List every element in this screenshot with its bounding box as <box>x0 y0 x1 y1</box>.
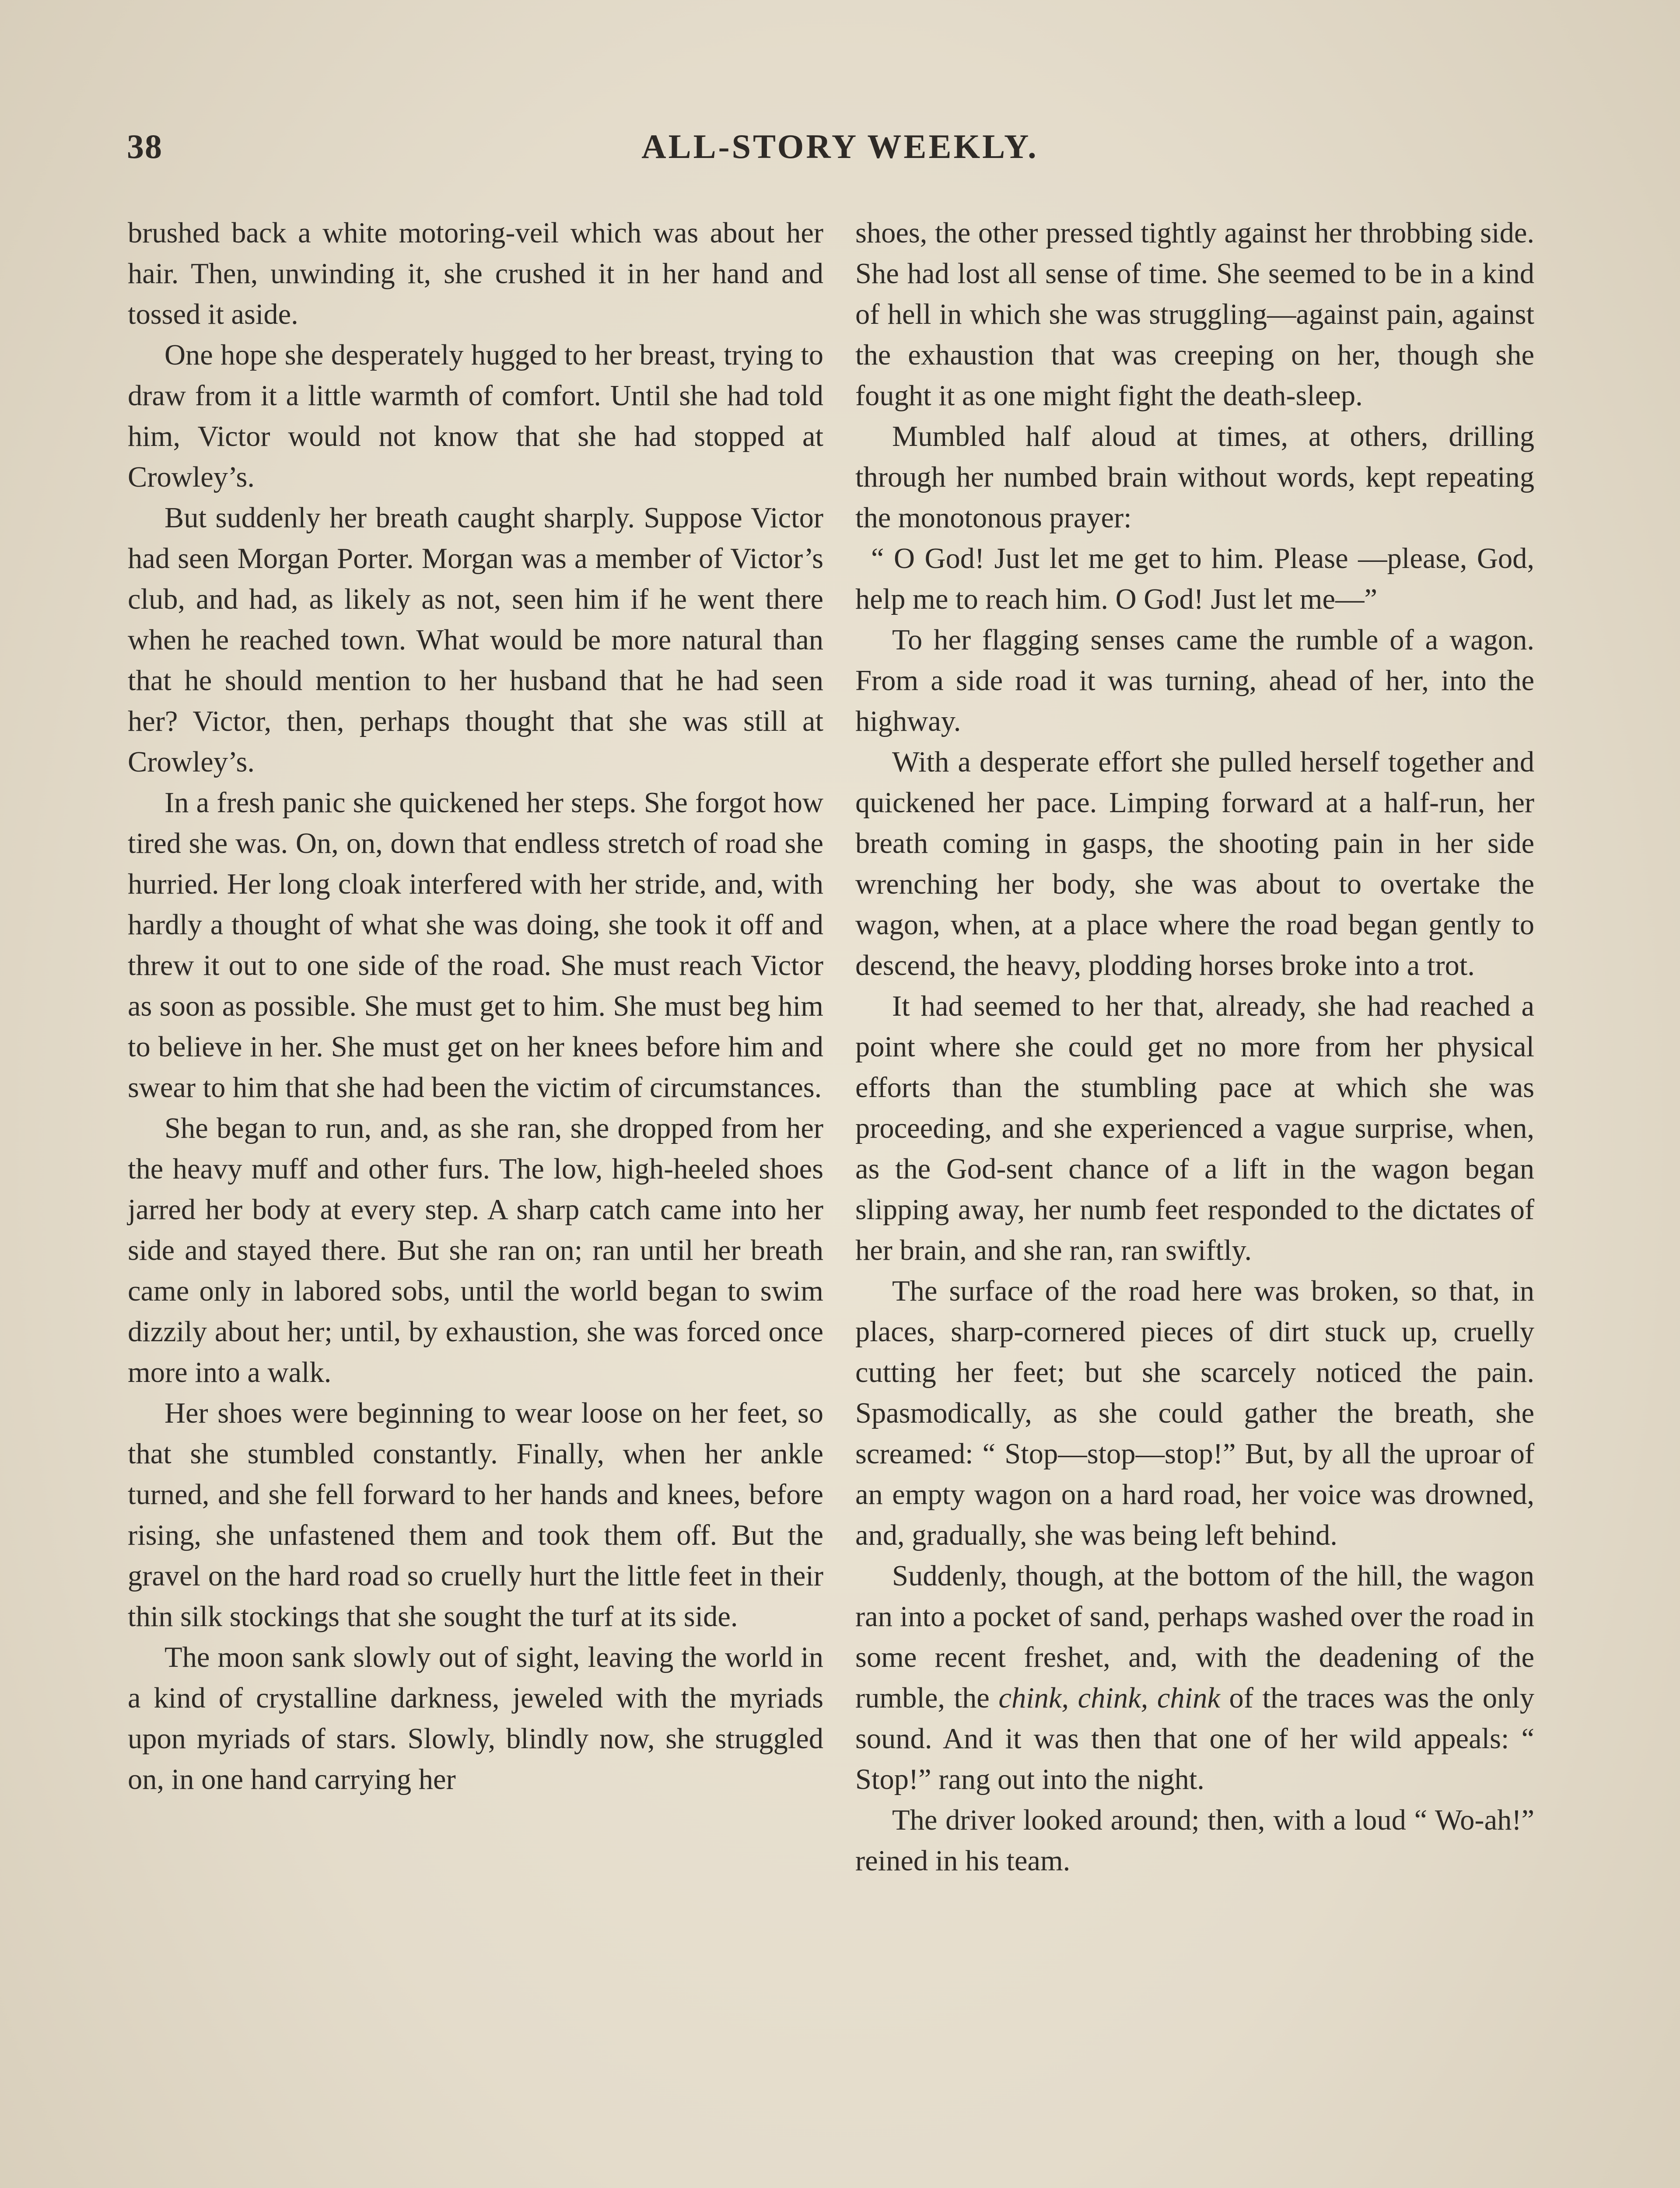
paragraph: In a fresh panic she quickened her steps. She forgot how tired she was. On, on, down that endless stretch of road she hurried. Her long cloak interfered with her stride, and, with hardly a thought of what she was doing, she took it off and threw it out to one side of the road. She must reach Victor as soon as possible. She must get to him. She must beg him to believe in her. She must get on her knees before him and swear to him that she had been the victim of circumstances. <box>128 787 823 1104</box>
paragraph: The surface of the road here was broken, so that, in places, sharp-cornered pieces of dirt stuck up, cruelly cutting her feet; but she scarcely noticed the pain. Spasmodically, as she could gather the breath, she screamed: “ Stop—stop—stop!” But, by all the uproar of an empty wagon on a hard road, her voice was drowned, and, gradually, she was being left behind. <box>855 1275 1534 1551</box>
paragraph: The driver looked around; then, with a loud “ Wo-ah!” reined in his team. <box>855 1804 1534 1877</box>
italic-text: chink, chink, chink <box>998 1682 1220 1714</box>
text-run: Suddenly, though, at the bottom of the hill, the wagon ran into a pocket of sand, perhaps washed over the road in some recent freshet, and, with the deadening of the rumble, the <box>855 1560 1534 1714</box>
paragraph: One hope she desperately hugged to her breast, trying to draw from it a little warmth of comfort. Until she had told him, Victor would not know that she had stopped at Crowley’s. <box>128 339 823 493</box>
paragraph: Mumbled half aloud at times, at others, drilling through her numbed brain without words, kept repeating the monotonous prayer: <box>855 421 1534 534</box>
paragraph: shoes, the other pressed tightly against her throbbing side. She had lost all sense of time. She seemed to be in a kind of hell in which she was struggling—against pain, against the exhaustion that was creeping on her, though she fought it as one might fight the death-sleep. <box>855 217 1534 412</box>
paragraph: With a desperate effort she pulled herself together and quickened her pace. Limping forward at a half-run, her breath coming in gasps, the shooting pain in her side wrenching her body, she was about to overtake the wagon, when, at a place where the road began gently to descend, the heavy, plodding horses broke into a trot. <box>855 746 1534 982</box>
text-run: of the traces was the only sound. And it was then that one of her wild appeals: “ Stop!” rang out into the night. <box>855 1682 1535 1795</box>
paragraph: To her flagging senses came the rumble of a wagon. From a side road it was turning, ahead of her, into the highway. <box>855 624 1534 737</box>
paragraph: Her shoes were beginning to wear loose on her feet, so that she stumbled constantly. Finally, when her ankle turned, and she fell forward to her hands and knees, before rising, she unfastened them and took them off. But the gravel on the hard road so cruelly hurt the little feet in their thin silk stockings that she sought the turf at its side. <box>128 1397 823 1633</box>
left-text-column <box>128 213 823 1800</box>
paragraph: It had seemed to her that, already, she had reached a point where she could get no more from her physical efforts than the stumbling pace at which she was proceeding, and she experienced a vague surprise, when, as the God-sent chance of a lift in the wagon began slipping away, her numb feet responded to the dictates of her brain, and she ran, ran swiftly. <box>855 990 1534 1266</box>
paragraph: She began to run, and, as she ran, she dropped from her the heavy muff and other furs. The low, high-heeled shoes jarred her body at every step. A sharp catch came into her side and stayed there. But she ran on; ran until her breath came only in labored sobs, until the world began to swim dizzily about her; until, by exhaustion, she was forced once more into a walk. <box>128 1112 823 1389</box>
paragraph: The moon sank slowly out of sight, leaving the world in a kind of crystalline darkness, jeweled with the myriads upon myriads of stars. Slowly, blindly now, she struggled on, in one hand carrying her <box>128 1641 823 1795</box>
running-title: ALL-STORY WEEKLY. <box>641 127 1039 165</box>
page-number: 38 <box>127 127 163 165</box>
paragraph: brushed back a white motoring-veil which was about her hair. Then, unwinding it, she crushed it in her hand and tossed it aside. <box>128 217 823 330</box>
paragraph <box>855 1556 1534 1800</box>
paragraph: But suddenly her breath caught sharply. Suppose Victor had seen Morgan Porter. Morgan was a member of Victor’s club, and had, as likely as not, seen him if he went there when he reached town. What would be more natural than that he should mention to her husband that he had seen her? Victor, then, perhaps thought that she was still at Crowley’s. <box>128 502 823 778</box>
right-text-column <box>855 213 1534 1881</box>
prayer-quote: “ O God! Just let me get to him. Please —please, God, help me to reach him. O God! Just let me—” <box>855 543 1534 615</box>
